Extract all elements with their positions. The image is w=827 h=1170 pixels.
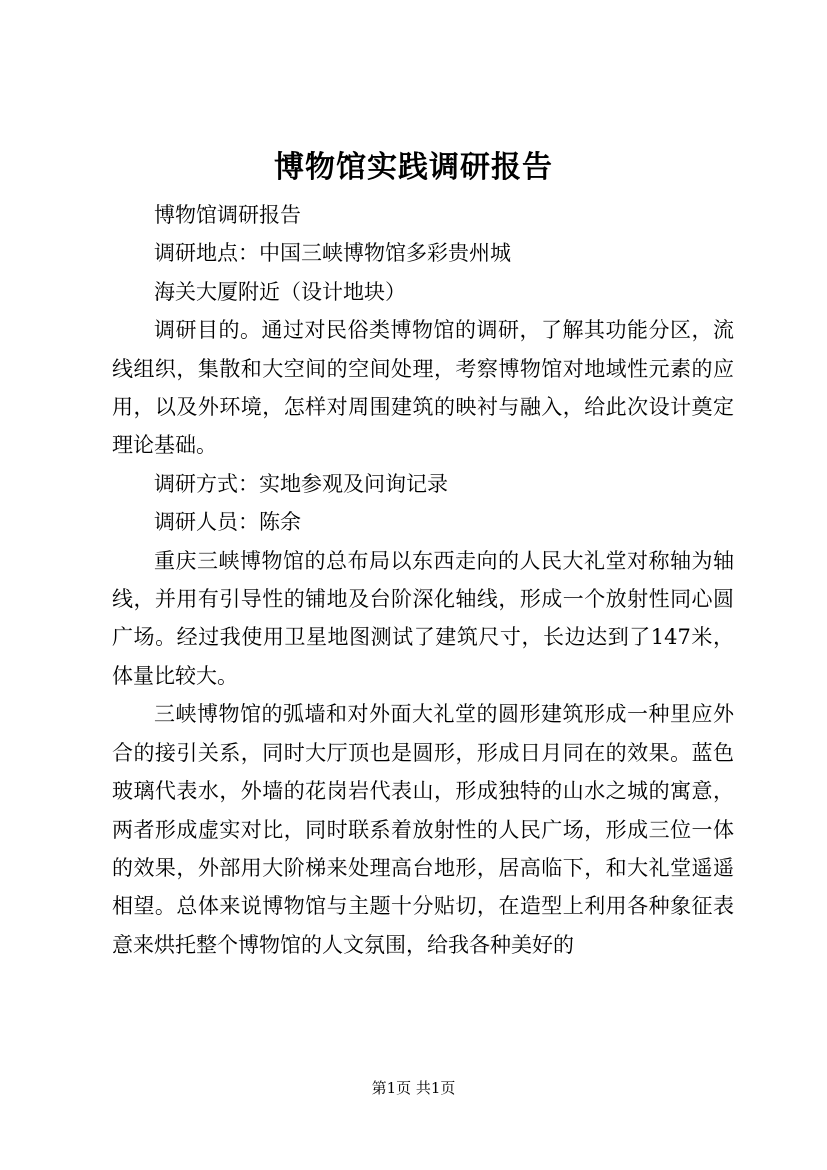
paragraph-method: 调研方式：实地参观及问询记录 [154,471,448,496]
page-footer: 第1页 共1页 [371,1079,456,1097]
paragraph-purpose: 调研目的。通过对民俗类博物馆的调研，了解其功能分区，流线组织，集散和大空间的空间处理，考察博物馆对地域性元素的应用，以及外环境，怎样对周围建筑的映衬与融入，给此次设计奠定理论基础。 [112,318,734,458]
paragraph-design-analysis: 三峡博物馆的弧墙和对外面大礼堂的圆形建筑形成一种里应外合的接引关系，同时大厅顶也是圆形，形成日月同在的效果。蓝色玻璃代表水，外墙的花岗岩代表山，形成独特的山水之城的寓意，两者形成虚实对比，同时联系着放射性的人民广场，形成三位一体的效果，外部用大阶梯来处理高台地形，居高临下，和大礼堂遥遥相望。总体来说博物馆与主题十分贴切，在造型上利用各种象征表意来烘托整个博物馆的人文氛围，给我各种美好的 [112,702,734,957]
document-title: 博物馆实践调研报告 [274,150,553,185]
paragraph-location-detail: 海关大厦附近（设计地块） [154,279,406,304]
paragraph-report-heading: 博物馆调研报告 [154,203,301,227]
paragraph-layout: 重庆三峡博物馆的总布局以东西走向的人民大礼堂对称轴为轴线，并用有引导性的铺地及台阶深化轴线，形成一个放射性同心圆广场。经过我使用卫星地图测试了建筑尺寸，长边达到了147米，体量比较大。 [112,548,734,688]
paragraph-researcher: 调研人员：陈余 [154,510,301,535]
document-body [112,196,734,964]
paragraph-location: 调研地点：中国三峡博物馆多彩贵州城 [154,241,511,266]
